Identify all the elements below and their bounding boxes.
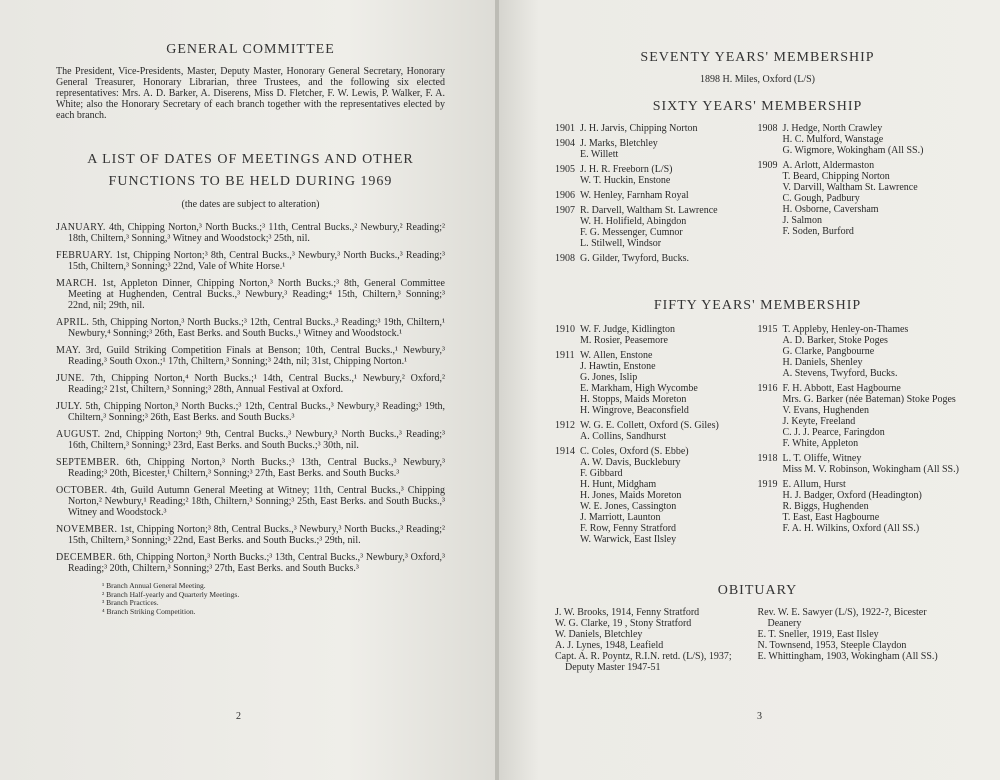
month-text: 4th, Chipping Norton,³ North Bucks.;³ 11th, Central Bucks.,² Newbury,² Reading;² 18th, Chiltern,³ Sonning,³ Witney and Woodstock;³ 25th, nil. [68, 222, 445, 244]
membership-entry [555, 350, 758, 416]
membership-entry [555, 164, 758, 186]
month-text: 1st, Chipping Norton;³ 8th, Central Bucks.,³ Newbury,³ North Bucks.,³ Reading;³ 15th, Chiltern,³ Sonning;³ 22nd, Vale of White Horse.¹ [68, 250, 445, 272]
member-name: G. Wigmore, Wokingham (All SS.) [782, 145, 924, 156]
seventy-years-entry: 1898 H. Miles, Oxford (L/S) [700, 74, 815, 85]
membership-entry [555, 205, 758, 249]
member-name: J. Marks, Bletchley [580, 138, 658, 149]
membership-entry [555, 138, 758, 160]
member-name: F. Row, Fenny Stratford [580, 523, 677, 534]
month-text: 5th, Chipping Norton,³ North Bucks.;³ 12th, Central Bucks.,³ Reading;³ 19th, Chiltern,¹ Newbury,⁴ Sonning;³ 26th, East Berks. and South Bucks.,¹ Witney and Woodstock.¹ [68, 317, 445, 339]
membership-year: 1912 [555, 420, 575, 431]
member-name: H. Osborne, Caversham [782, 204, 879, 215]
member-names [580, 350, 758, 416]
footnote: ⁴ Branch Striking Competition. [102, 606, 196, 616]
fifty-years-right-column [758, 324, 961, 549]
member-name: W. E. Jones, Cassington [580, 501, 677, 512]
membership-year: 1906 [555, 190, 575, 201]
obituary-list [555, 607, 960, 673]
member-names [580, 324, 758, 346]
member-name: H. Wingrove, Beaconsfield [580, 405, 689, 416]
member-names [580, 420, 758, 442]
membership-year: 1905 [555, 164, 575, 175]
sixty-years-heading: SIXTY YEARS' MEMBERSHIP [652, 99, 863, 114]
member-name: V. Darvill, Waltham St. Lawrence [782, 182, 918, 193]
month-name: DECEMBER. [56, 552, 116, 563]
month-entry [56, 524, 445, 546]
obituary-entry: E. Whittingham, 1903, Wokingham (All SS.) [757, 651, 938, 662]
month-name: MARCH. [56, 278, 97, 289]
member-names [783, 160, 961, 237]
month-name: JULY. [56, 401, 83, 412]
obituary-entry: A. J. Lynes, 1948, Leafield [555, 640, 664, 651]
months-list [56, 222, 445, 574]
month-name: MAY. [56, 345, 81, 356]
member-name: A. Collins, Sandhurst [580, 431, 667, 442]
member-name: F. A. H. Wilkins, Oxford (All SS.) [782, 523, 920, 534]
footnote: ³ Branch Practices. [102, 598, 159, 607]
member-name: J. Hawtin, Enstone [580, 361, 656, 372]
month-text: 2nd, Chipping Norton;³ 9th, Central Bucks.,³ Newbury,³ North Bucks.,³ Reading;³ 16th, Chiltern,³ Sonning;³ 23rd, East Berks. and South Bucks.;³ 30th, nil. [68, 429, 445, 451]
page-number-left: 2 [236, 711, 241, 722]
month-name: NOVEMBER. [56, 524, 118, 535]
month-name: JANUARY. [56, 222, 106, 233]
member-names [580, 205, 758, 249]
member-names [580, 253, 758, 264]
member-names [783, 479, 961, 534]
member-name: C. J. J. Pearce, Faringdon [782, 427, 885, 438]
member-names [580, 190, 758, 201]
sixty-years-left-column [555, 123, 758, 268]
month-text: 6th, Chipping Norton,³ North Bucks.;³ 13th, Central Bucks.,³ Newbury,³ Reading;³ 20th, Bicester,¹ Chiltern,³ Sonning;³ 27th, East Berks. and South Bucks.³ [68, 457, 445, 479]
member-name: V. Evans, Hughenden [782, 405, 869, 416]
member-name: G. Gilder, Twyford, Bucks. [580, 253, 689, 264]
member-name: Mrs. G. Barker (née Bateman) Stoke Poges [782, 394, 956, 405]
general-committee-heading: GENERAL COMMITTEE [166, 42, 335, 57]
footnote: ² Branch Half-yearly and Quarterly Meetings. [102, 589, 240, 599]
member-name: M. Rosier, Peasemore [580, 335, 668, 346]
dates-note: (the dates are subject to alteration) [181, 199, 320, 210]
membership-year: 1908 [757, 123, 778, 134]
footnotes [102, 582, 445, 616]
membership-year: 1908 [555, 253, 575, 264]
membership-entry [758, 123, 961, 156]
member-names [783, 324, 961, 379]
membership-year: 1901 [555, 123, 575, 134]
month-entry [56, 222, 445, 244]
member-name: E. Allum, Hurst [782, 479, 846, 490]
month-name: FEBRUARY. [56, 250, 113, 261]
member-name: L. Stilwell, Windsor [580, 238, 662, 249]
member-name: J. Hedge, North Crawley [782, 123, 883, 134]
member-name: T. East, East Hagbourne [782, 512, 880, 523]
member-name: G. Clarke, Pangbourne [782, 346, 875, 357]
obituary-right-column [758, 607, 961, 673]
member-names [580, 138, 758, 160]
month-entry [56, 317, 445, 339]
member-names [580, 123, 758, 134]
obituary-entry: Rev. W. E. Sawyer (L/S), 1922-?, Bicester Deanery [757, 607, 927, 629]
membership-entry [555, 190, 758, 201]
month-text: 7th, Chipping Norton,⁴ North Bucks.;¹ 14th, Central Bucks.,¹ Newbury,² Oxford,² Reading;² 21st, Chiltern,³ Sonning;³ 28th, Annual Festival at Oxford. [68, 373, 445, 395]
member-names [783, 453, 961, 475]
month-text: 4th, Guild Autumn General Meeting at Witney; 11th, Central Bucks.,³ Chipping Norton,² Newbury,¹ Reading;² 18th, Chiltern,³ Sonning;³ 25th, East Berks. and South Bucks.,³ Witney and Woodstock.³ [68, 485, 445, 518]
member-name: T. Beard, Chipping Norton [782, 171, 890, 182]
member-names [783, 123, 961, 156]
general-committee-text: The President, Vice-Presidents, Master, Deputy Master, Honorary General Secretary, Honorary General Treasurer, Honorary Librarian, three Trustees, and the following six elected representatives: Mrs. A. D. Barker, A. Diserens, Miss D. Fletcher, F. W. Lewis, P. Walker, F. A. White; also the Honorary Secretary of each branch together with the representatives elected by each branch. [56, 66, 445, 121]
month-entry [56, 373, 445, 395]
member-name: F. Gibbard [580, 468, 623, 479]
month-text: 5th, Chipping Norton,³ North Bucks.;³ 12th, Central Bucks.,³ Newbury,³ Reading;³ 19th, Chiltern,³ Sonning;³ 26th, East Berks. and South Bucks.³ [68, 401, 445, 423]
member-name: L. T. Oliffe, Witney [782, 453, 862, 464]
membership-year: 1914 [555, 446, 575, 457]
month-name: OCTOBER. [56, 485, 108, 496]
right-page [499, 0, 1000, 780]
month-entry [56, 552, 445, 574]
member-name: H. Daniels, Shenley [782, 357, 863, 368]
member-name: H. Hunt, Midgham [580, 479, 657, 490]
member-name: H. C. Mulford, Wanstage [782, 134, 884, 145]
member-name: F. G. Messenger, Cumnor [580, 227, 683, 238]
membership-entry [758, 160, 961, 237]
member-name: W. H. Holifield, Abingdon [580, 216, 687, 227]
month-name: SEPTEMBER. [56, 457, 120, 468]
member-name: J. H. Jarvis, Chipping Norton [580, 123, 698, 134]
membership-entry [758, 479, 961, 534]
membership-year: 1904 [555, 138, 575, 149]
dates-heading [56, 149, 445, 193]
member-name: H. Jones, Maids Moreton [580, 490, 682, 501]
membership-year: 1915 [757, 324, 778, 335]
month-entry [56, 250, 445, 272]
month-entry [56, 429, 445, 451]
obituary-entry: E. T. Sneller, 1919, East Ilsley [757, 629, 879, 640]
member-name: T. Appleby, Henley-on-Thames [782, 324, 909, 335]
member-name: A. Arlott, Aldermaston [782, 160, 875, 171]
obituary-heading: OBITUARY [717, 583, 798, 598]
member-name: G. Jones, Islip [580, 372, 638, 383]
dates-heading-line-1: A LIST OF DATES OF MEETINGS AND OTHER [87, 152, 414, 167]
member-names [580, 446, 758, 545]
member-name: C. Coles, Oxford (S. Ebbe) [580, 446, 689, 457]
membership-entry [758, 383, 961, 449]
member-name: F. H. Abbott, East Hagbourne [782, 383, 901, 394]
member-name: E. Markham, High Wycombe [580, 383, 698, 394]
page-number-right: 3 [757, 711, 762, 722]
membership-entry [555, 123, 758, 134]
membership-year: 1907 [555, 205, 575, 216]
obituary-left-column [555, 607, 758, 673]
member-name: W. G. E. Collett, Oxford (S. Giles) [580, 420, 719, 431]
member-names [580, 164, 758, 186]
membership-entry [555, 253, 758, 264]
member-names [783, 383, 961, 449]
member-name: Miss M. V. Robinson, Wokingham (All SS.) [782, 464, 959, 475]
member-name: J. Keyte, Freeland [782, 416, 856, 427]
membership-year: 1909 [757, 160, 778, 171]
month-entry [56, 457, 445, 479]
member-name: W. Henley, Farnham Royal [580, 190, 689, 201]
member-name: F. Soden, Burford [782, 226, 854, 237]
member-name: A. D. Barker, Stoke Poges [782, 335, 888, 346]
obituary-entry: W. Daniels, Bletchley [555, 629, 643, 640]
month-entry [56, 401, 445, 423]
membership-entry [555, 420, 758, 442]
membership-year: 1910 [555, 324, 575, 335]
member-name: J. Marriott, Launton [580, 512, 661, 523]
month-entry [56, 278, 445, 311]
member-name: J. Salmon [782, 215, 822, 226]
left-page [0, 0, 497, 780]
member-name: R. Darvell, Waltham St. Lawrence [580, 205, 718, 216]
member-name: R. Biggs, Hughenden [782, 501, 869, 512]
member-name: A. Stevens, Twyford, Bucks. [782, 368, 898, 379]
member-name: H. Stopps, Maids Moreton [580, 394, 687, 405]
member-name: W. T. Huckin, Enstone [580, 175, 671, 186]
month-name: APRIL. [56, 317, 90, 328]
seventy-years-heading: SEVENTY YEARS' MEMBERSHIP [640, 50, 875, 65]
membership-year: 1918 [757, 453, 778, 464]
obituary-entry: N. Townsend, 1953, Steeple Claydon [757, 640, 907, 651]
member-name: H. J. Badger, Oxford (Headington) [782, 490, 922, 501]
membership-entry [555, 324, 758, 346]
fifty-years-heading: FIFTY YEARS' MEMBERSHIP [653, 298, 862, 313]
obituary-entry: Capt. A. R. Poyntz, R.I.N. retd. (L/S), 1937; Deputy Master 1947-51 [555, 651, 732, 673]
membership-entry [758, 324, 961, 379]
sixty-years-list [555, 123, 960, 268]
membership-entry [555, 446, 758, 545]
month-text: 6th, Chipping Norton,³ North Bucks.;³ 13th, Central Bucks.,³ Newbury,³ Oxford,³ Reading;³ 20th, Chiltern,³ Sonning;³ 27th, East Berks. and South Bucks.³ [68, 552, 445, 574]
month-entry [56, 345, 445, 367]
member-name: A. W. Davis, Bucklebury [580, 457, 681, 468]
fifty-years-left-column [555, 324, 758, 549]
membership-year: 1919 [757, 479, 778, 490]
obituary-entry: J. W. Brooks, 1914, Fenny Stratford [555, 607, 700, 618]
month-name: JUNE. [56, 373, 85, 384]
membership-year: 1916 [757, 383, 778, 394]
member-name: W. Allen, Enstone [580, 350, 653, 361]
member-name: E. Willett [580, 149, 619, 160]
sixty-years-right-column [758, 123, 961, 268]
month-text: 1st, Chipping Norton;³ 8th, Central Bucks.,³ Newbury,³ North Bucks.,³ Reading;² 15th, Chiltern,³ Sonning;³ 22nd, East Berks. and South Bucks.;³ 29th, nil. [68, 524, 445, 546]
member-name: W. Warwick, East Ilsley [580, 534, 677, 545]
membership-year: 1911 [555, 350, 575, 361]
dates-heading-line-2: FUNCTIONS TO BE HELD DURING 1969 [108, 174, 393, 189]
member-name: J. H. R. Freeborn (L/S) [580, 164, 673, 175]
month-entry [56, 485, 445, 518]
member-name: W. F. Judge, Kidlington [580, 324, 675, 335]
month-name: AUGUST. [56, 429, 101, 440]
month-text: 1st, Appleton Dinner, Chipping Norton,³ North Bucks.;³ 8th, General Committee Meeting at Hughenden, Central Bucks.,³ Newbury,³ Reading;⁴ 15th, Chiltern,³ Sonning;³ 22nd, nil; 29th, nil. [68, 278, 445, 311]
fifty-years-list [555, 324, 960, 549]
member-name: F. White, Appleton [782, 438, 859, 449]
membership-entry [758, 453, 961, 475]
month-text: 3rd, Guild Striking Competition Finals at Benson; 10th, Central Bucks.,¹ Newbury,³ Reading,³ South Oxon.;¹ 17th, Chiltern,³ Sonning;³ 24th, nil; 31st, Chipping Norton.¹ [68, 345, 445, 367]
obituary-entry: W. G. Clarke, 19 , Stony Stratford [555, 618, 692, 629]
footnote: ¹ Branch Annual General Meeting. [102, 581, 206, 590]
member-name: C. Gough, Padbury [782, 193, 860, 204]
